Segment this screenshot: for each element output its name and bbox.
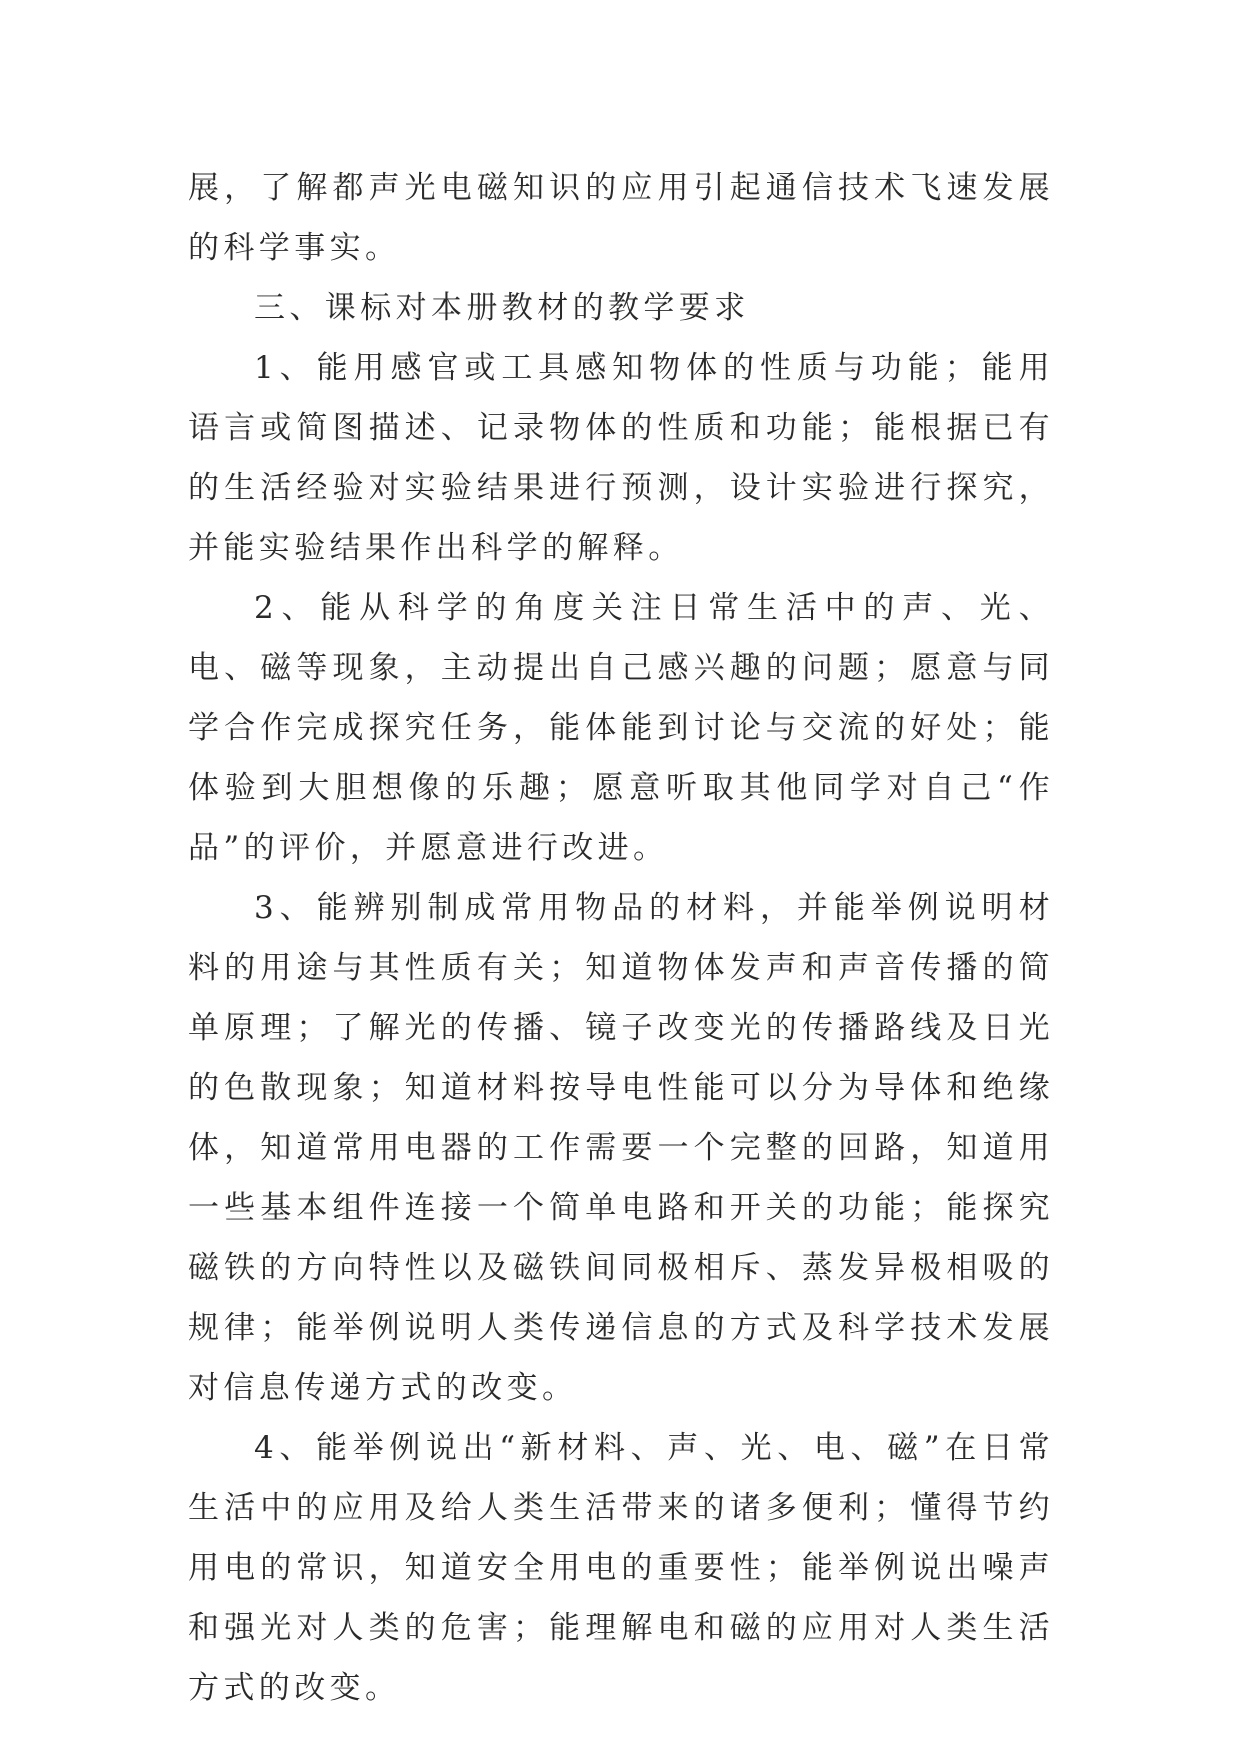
document-body — [188, 158, 1054, 1718]
paragraph-item-3: 3、能辨别制成常用物品的材料，并能举例说明材料的用途与其性质有关；知道物体发声和声音传播的简单原理；了解光的传播、镜子改变光的传播路线及日光的色散现象；知道材料按导电性能可以分为导体和绝缘体，知道常用电器的工作需要一个完整的回路，知道用一些基本组件连接一个简单电路和开关的功能；能探究磁铁的方向特性以及磁铁间同极相斥、蒸发异极相吸的规律；能举例说明人类传递信息的方式及科学技术发展对信息传递方式的改变。 — [188, 890, 1054, 1406]
paragraph-item-1: 1、能用感官或工具感知物体的性质与功能；能用语言或简图描述、记录物体的性质和功能；能根据已有的生活经验对实验结果进行预测，设计实验进行探究，并能实验结果作出科学的解释。 — [188, 350, 1054, 566]
paragraph-item-2: 2、能从科学的角度关注日常生活中的声、光、电、磁等现象，主动提出自己感兴趣的问题；愿意与同学合作完成探究任务，能体能到讨论与交流的好处；能体验到大胆想像的乐趣；愿意听取其他同学对自己“作品”的评价，并愿意进行改进。 — [188, 590, 1054, 866]
section-heading: 三、课标对本册教材的教学要求 — [254, 290, 750, 326]
paragraph-item-4: 4、能举例说出“新材料、声、光、电、磁”在日常生活中的应用及给人类生活带来的诸多便利；懂得节约用电的常识，知道安全用电的重要性；能举例说出噪声和强光对人类的危害；能理解电和磁的应用对人类生活方式的改变。 — [188, 1430, 1054, 1706]
paragraph-continuation: 展，了解都声光电磁知识的应用引起通信技术飞速发展的科学事实。 — [188, 170, 1054, 266]
